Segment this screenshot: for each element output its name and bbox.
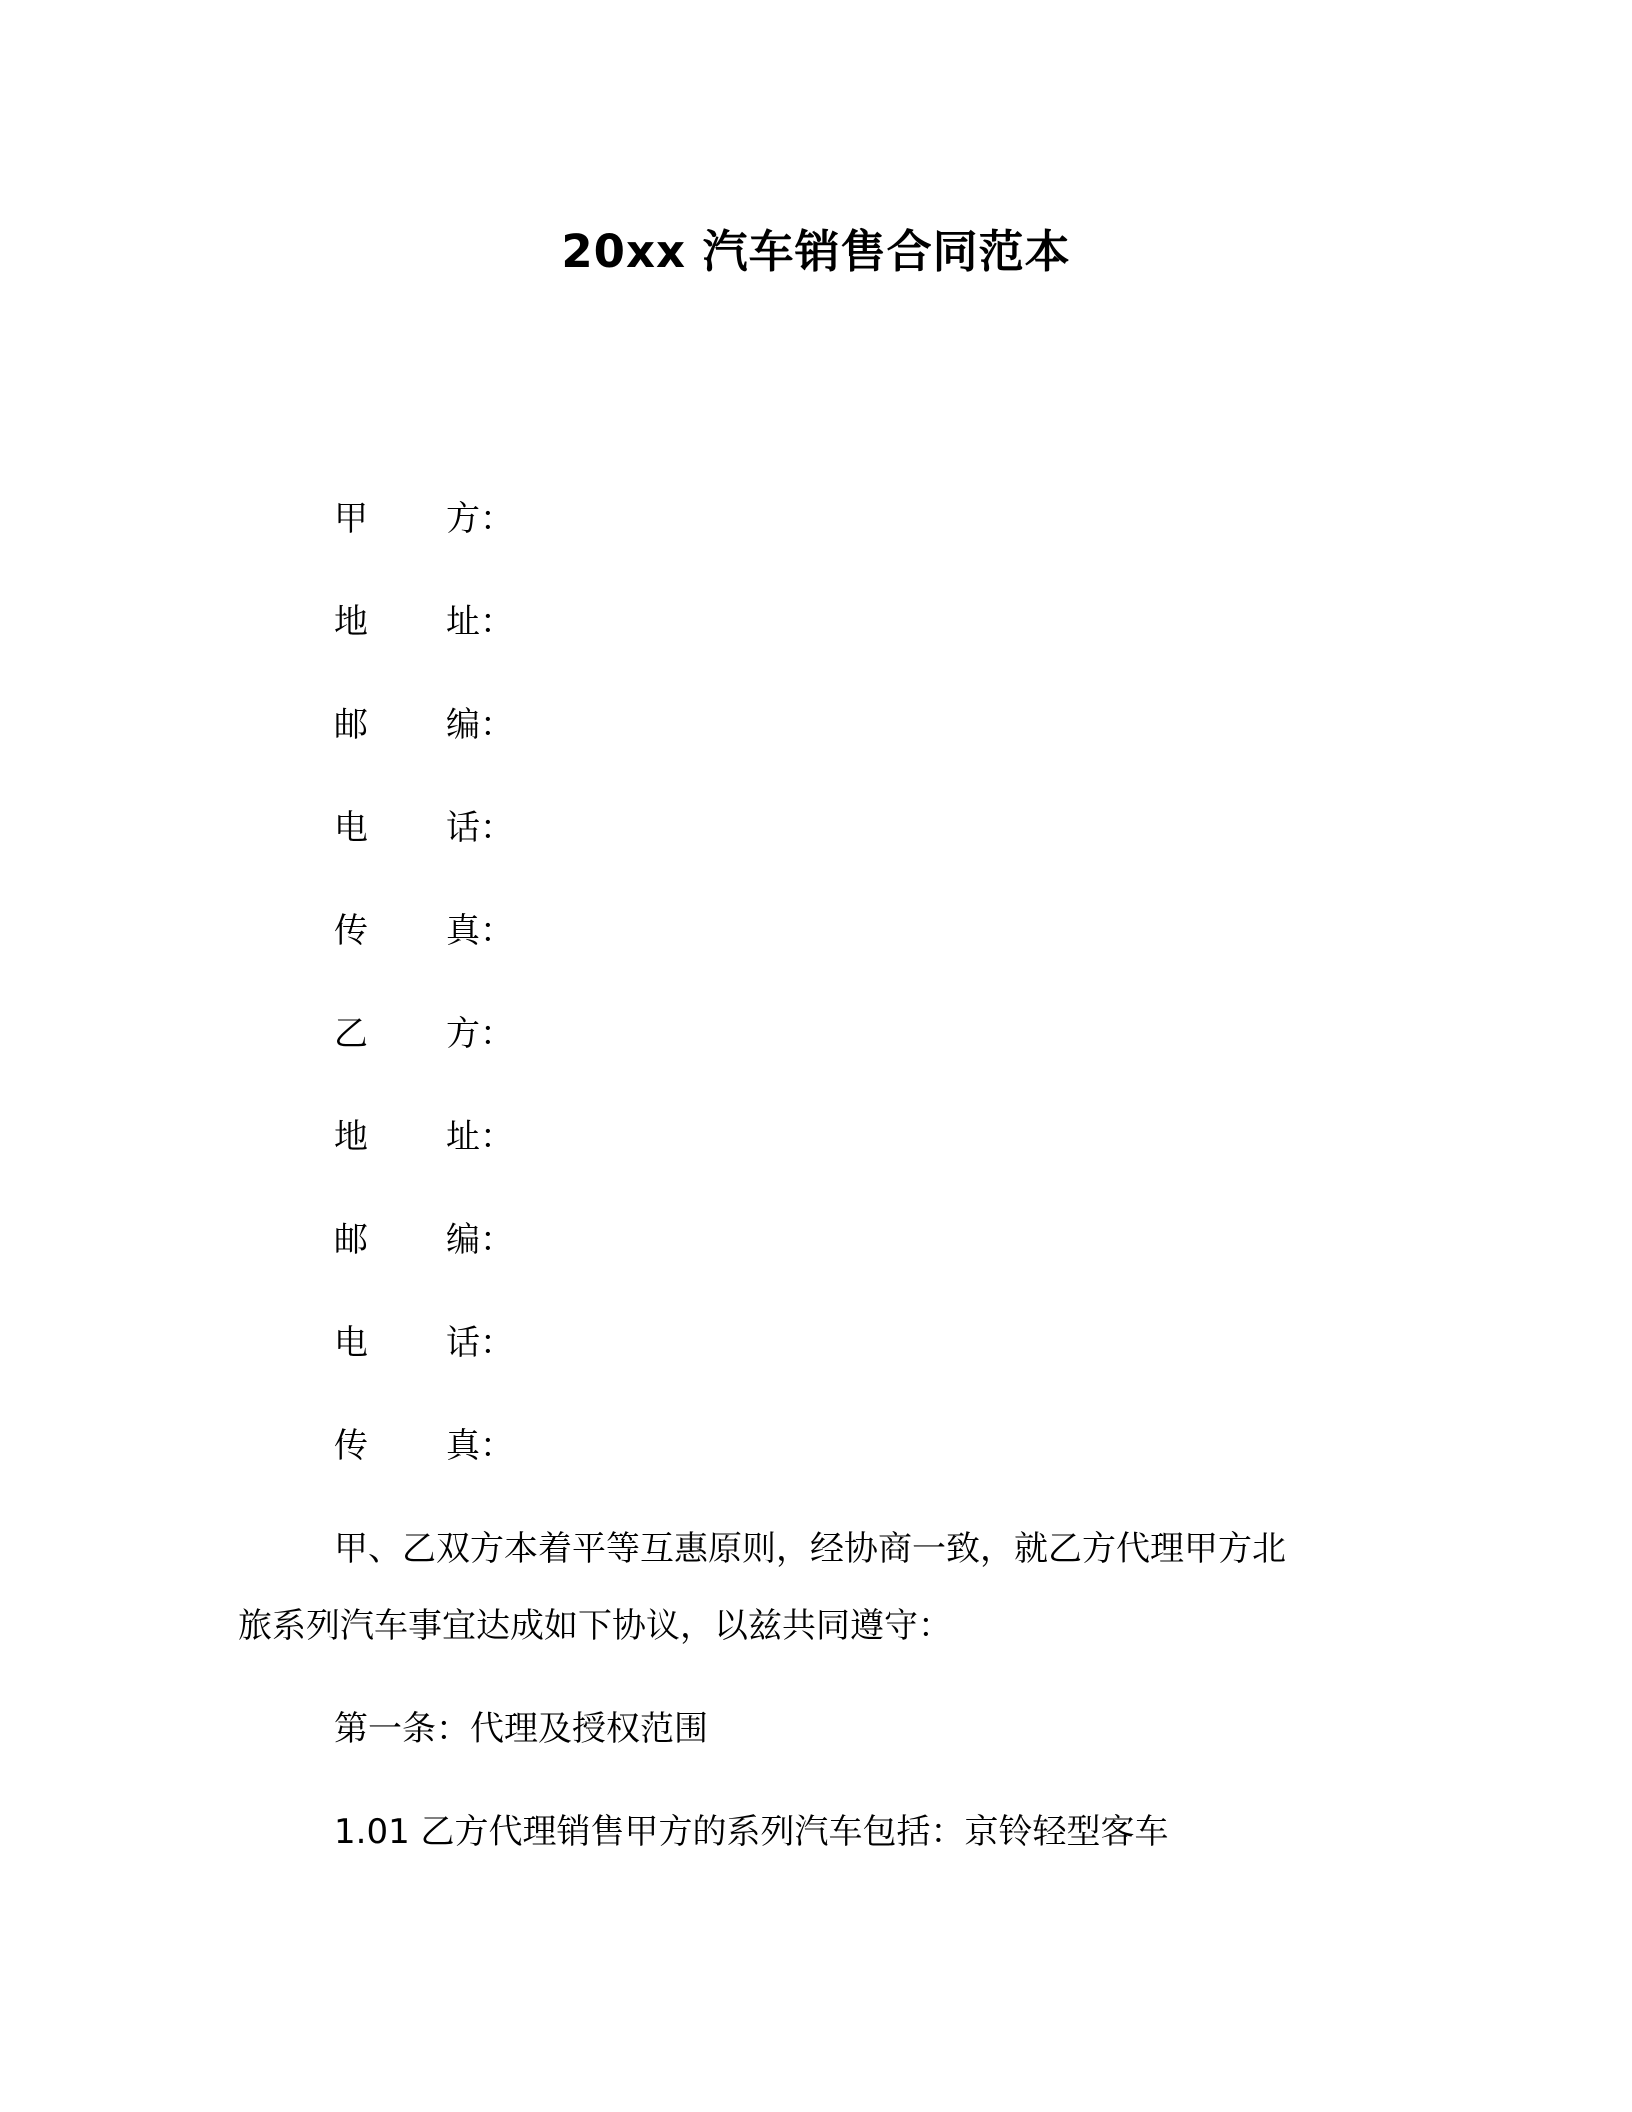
field-label-char: 方 [446, 499, 480, 539]
field-label-char: 话 [446, 808, 480, 848]
field-label-char: 地 [334, 1117, 368, 1157]
field-label-char: 真 [446, 911, 480, 951]
field-label-char: 电 [334, 808, 368, 848]
field-label-char: 真 [446, 1426, 480, 1466]
field-colon: ： [480, 1220, 514, 1260]
field-label-char: 址 [446, 1117, 480, 1157]
field-label-char: 话 [446, 1323, 480, 1363]
clause-1-01: 1.01 乙方代理销售甲方的系列汽车包括：京铃轻型客车 [334, 1812, 1169, 1852]
field-label-char: 乙 [334, 1014, 368, 1054]
field-label-char: 传 [334, 1426, 368, 1466]
preamble-line-1: 甲、乙双方本着平等互惠原则，经协商一致，就乙方代理甲方北 [334, 1529, 1286, 1569]
field-colon: ： [480, 499, 514, 539]
field-label-char: 邮 [334, 1220, 368, 1260]
field-label-char: 址 [446, 602, 480, 642]
field-colon: ： [480, 1426, 514, 1466]
field-label-char: 编 [446, 1220, 480, 1260]
field-colon: ： [480, 705, 514, 745]
field-label-char: 编 [446, 705, 480, 745]
field-label-char: 方 [446, 1014, 480, 1054]
preamble-line-2: 旅系列汽车事宜达成如下协议，以兹共同遵守： [238, 1606, 952, 1646]
page-title: 20xx 汽车销售合同范本 [561, 225, 1071, 278]
field-label-char: 地 [334, 602, 368, 642]
field-label-char: 邮 [334, 705, 368, 745]
field-label-char: 电 [334, 1323, 368, 1363]
field-colon: ： [480, 911, 514, 951]
field-colon: ： [480, 1323, 514, 1363]
field-label-char: 甲 [334, 499, 368, 539]
field-label-char: 传 [334, 911, 368, 951]
field-colon: ： [480, 808, 514, 848]
article-1-heading: 第一条：代理及授权范围 [334, 1709, 708, 1749]
field-colon: ： [480, 1117, 514, 1157]
field-colon: ： [480, 602, 514, 642]
field-colon: ： [480, 1014, 514, 1054]
